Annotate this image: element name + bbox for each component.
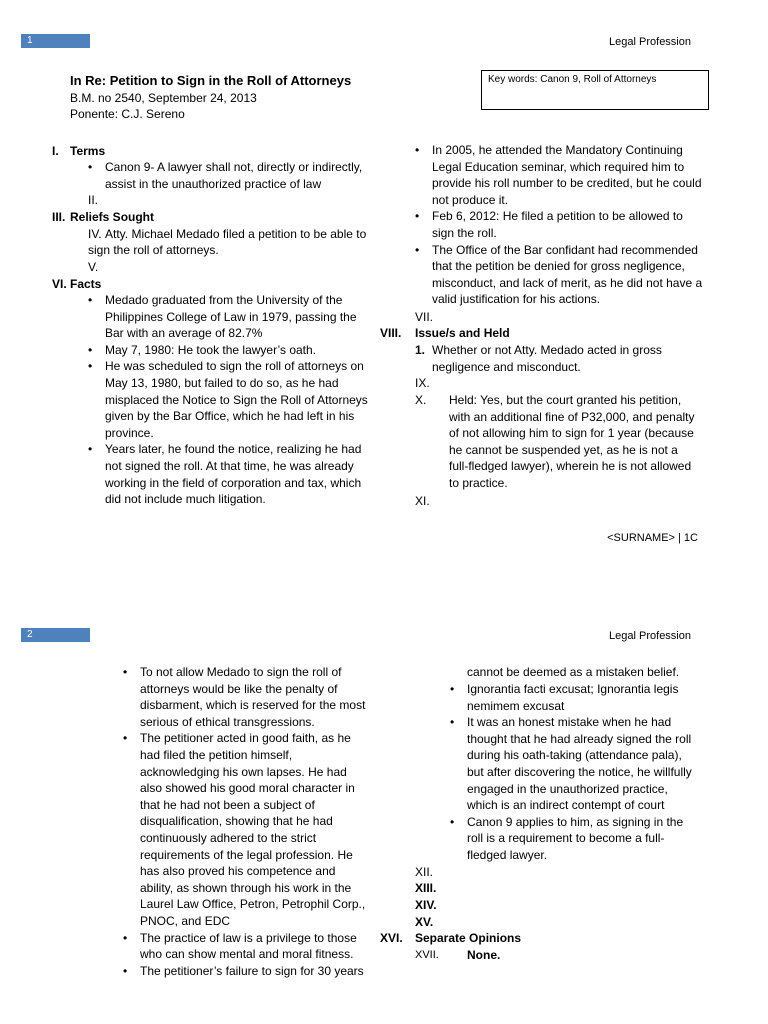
keywords-box [481,70,709,110]
issue-item-number: 1. [415,343,426,357]
list-item: • The practice of law is a privilege to those who can show mental and moral fitness. [123,930,366,963]
outline-number: XVII. [415,949,439,961]
outline-number: XIII. [415,881,437,895]
facts-list [88,292,370,508]
page-footer: <SURNAME> | 1C [607,532,698,544]
running-header: Legal Profession [609,630,691,642]
outline-number: X. [415,393,427,407]
separate-opinions-heading: Separate Opinions [415,931,522,945]
page-number-bar: 1 [21,34,90,48]
list-item: • May 7, 1980: He took the lawyer’s oath. [88,342,370,359]
issue-text-cont: negligence and misconduct. [432,360,581,374]
list-item-cont: cannot be deemed as a mistaken belief. [467,665,680,679]
list-item: • Feb 6, 2012: He filed a petition to be allowed to sign the roll. [415,208,705,241]
terms-list [88,159,363,192]
held-reasons-list-cont [450,681,700,864]
relief-text: Atty. Michael Medado filed a petition to be able to [105,227,367,241]
outline-number: II. [88,193,99,207]
list-item: • Years later, he found the notice, realizing he had not signed the roll. At that time, he was already working in the field of corporation and tax, which did not include much litigation. [88,441,370,507]
terms-number: I. [52,144,59,158]
held-reasons-list [123,664,366,979]
list-item: • In 2005, he attended the Mandatory Continuing Legal Education seminar, which required him to provide his roll number to be credited, but he could not produce it. [415,142,705,208]
case-number: B.M. no 2540, September 24, 2013 [70,91,257,105]
list-item: • He was scheduled to sign the roll of attorneys on May 13, 1980, but failed to do so, as he had misplaced the Notice to Sign the Roll of Attorneys given by the Bar Office, which he had left in his province. [88,358,370,441]
outline-number: XV. [415,915,434,929]
terms-heading: Terms [70,144,106,158]
relief-text-cont: sign the roll of attorneys. [88,243,219,257]
outline-number: VII. [415,310,434,324]
outline-number: XI. [415,494,430,508]
outline-number: V. [88,260,99,274]
facts-number: VI. [52,277,67,291]
keywords-text: Key words: Canon 9, Roll of Attorneys [488,74,657,85]
none-text: None. [467,948,501,962]
outline-number: XII. [415,865,434,879]
facts-heading: Facts [70,277,102,291]
list-item: • Ignorantia facti excusat; Ignorantia legis nemimem excusat [450,681,700,714]
issue-text: Whether or not Atty. Medado acted in gross [432,343,662,357]
list-item: • It was an honest mistake when he had thought that he had already signed the roll during his oath-taking (attendance pala), but after discovering the notice, he willfully engaged in the unauthorized practice, which is an indirect contempt of court [450,714,700,814]
issue-number: VIII. [380,326,402,340]
reliefs-heading: Reliefs Sought [70,210,155,224]
list-item: • Canon 9- A lawyer shall not, directly or indirectly, assist in the unauthorized practice of law [88,159,363,192]
facts-list-cont [415,142,705,308]
list-item: • The Office of the Bar confidant had recommended that the petition be denied for gross negligence, misconduct, and lack of merit, as he did not have a valid justification for his actions. [415,242,705,308]
issue-heading: Issue/s and Held [415,326,510,340]
list-item: • The petitioner’s failure to sign for 30 years [123,963,366,980]
held-text: Held: Yes, but the court granted his petition, with an additional fine of P32,000, and penalty of not allowing him to sign for 1 year (because he cannot be suspended yet, as he is not a full-fledged lawyer), wherein he is not allowed to practice. [449,393,695,490]
list-item: • Medado graduated from the University of the Philippines College of Law in 1979, passing the Bar with an average of 82.7% [88,292,370,342]
list-item: • Canon 9 applies to him, as signing in the roll is a requirement to become a full-fledged lawyer. [450,814,700,864]
list-item: • To not allow Medado to sign the roll of attorneys would be like the penalty of disbarment, which is reserved for the most serious of ethical transgressions. [123,664,366,730]
outline-number: IX. [415,376,430,390]
case-title: In Re: Petition to Sign in the Roll of Attorneys [70,73,352,88]
outline-number: IV. [88,227,102,241]
reliefs-number: III. [52,210,66,224]
page-number-bar: 2 [21,628,90,642]
ponente: Ponente: C.J. Sereno [70,107,185,121]
list-item: • The petitioner acted in good faith, as he had filed the petition himself, acknowledging his own lapses. He had also showed his good moral character in that he had not been a subject of disqualification, showing that he had continuously adhered to the strict requirements of the legal profession. He has also proved his competence and ability, as shown through his work in the Laurel Law Office, Petron, Petrophil Corp., PNOC, and EDC [123,730,366,929]
running-header: Legal Profession [609,36,691,48]
outline-number: XIV. [415,898,437,912]
separate-opinions-number: XVI. [380,931,403,945]
